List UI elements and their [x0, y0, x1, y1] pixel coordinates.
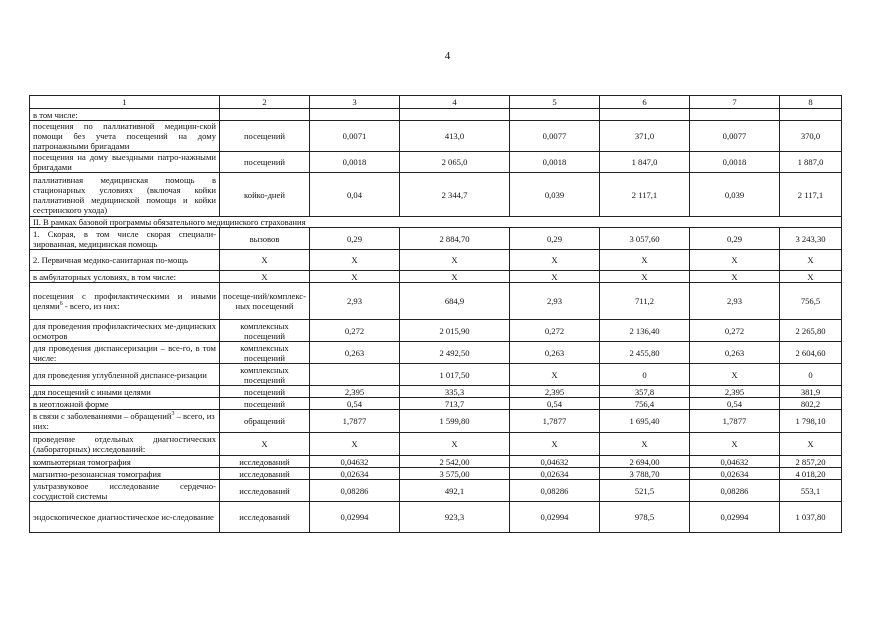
value-cell: X: [600, 271, 690, 283]
row-label: [30, 468, 220, 480]
value-cell: 0,54: [690, 398, 780, 410]
footnote-marker: 3: [171, 411, 175, 418]
row-label-text: в неотложной форме: [33, 398, 109, 409]
row-label-suffix: – всего, из них:: [33, 411, 215, 431]
value-cell: 0,0077: [510, 121, 600, 152]
value-cell: 0,02634: [690, 468, 780, 480]
value-cell: 0,08286: [310, 480, 400, 502]
value-cell: 0: [780, 364, 842, 386]
row-label: [30, 228, 220, 250]
row-label-text: компьютерная томография: [33, 456, 131, 467]
value-cell: 0,02994: [310, 502, 400, 533]
row-label: [30, 342, 220, 364]
value-cell: 2,93: [690, 283, 780, 320]
unit-cell: [220, 109, 310, 121]
value-cell: 2 065,0: [400, 152, 510, 173]
value-cell: 381,9: [780, 386, 842, 398]
value-cell: X: [780, 433, 842, 456]
value-cell: X: [510, 271, 600, 283]
table-row: [30, 480, 842, 502]
unit-cell: X: [220, 271, 310, 283]
table-row: [30, 456, 842, 468]
table-row: [30, 283, 842, 320]
row-label: [30, 250, 220, 271]
unit-cell: койко-дней: [220, 173, 310, 217]
value-cell: 1 599,80: [400, 410, 510, 433]
row-label: [30, 121, 220, 152]
row-label-text: для посещений с иными целями: [33, 386, 151, 397]
row-label: [30, 410, 220, 433]
table-row: [30, 121, 842, 152]
value-cell: X: [400, 271, 510, 283]
row-label: [30, 320, 220, 342]
row-label-text: в амбулаторных условиях, в том числе:: [33, 271, 177, 282]
value-cell: 0,02994: [510, 502, 600, 533]
value-cell: X: [510, 364, 600, 386]
value-cell: X: [690, 364, 780, 386]
unit-cell: посещений: [220, 386, 310, 398]
value-cell: 2,395: [690, 386, 780, 398]
value-cell: X: [780, 271, 842, 283]
row-label-text: для проведения профилактических ме-дицинских осмотров: [33, 320, 216, 341]
unit-cell: исследований: [220, 456, 310, 468]
value-cell: 2 604,60: [780, 342, 842, 364]
value-cell: 2 455,80: [600, 342, 690, 364]
value-cell: [310, 364, 400, 386]
row-label-text: для проведения диспансеризации – все-го, в том числе:: [33, 342, 216, 363]
value-cell: 0,272: [310, 320, 400, 342]
row-label-text: посещения на дому выездными патро-нажными бригадами: [33, 152, 216, 172]
row-label-text: паллиативная медицинская помощь в стационарных условиях (включая койки паллиативной медицинской помощи и койки сестринского ухода): [33, 174, 216, 215]
row-label-text: для проведения углубленной диспансе-ризации: [33, 369, 207, 380]
value-cell: 2 857,20: [780, 456, 842, 468]
value-cell: 2,93: [510, 283, 600, 320]
value-cell: X: [510, 433, 600, 456]
value-cell: 1 017,50: [400, 364, 510, 386]
value-cell: 0,0077: [690, 121, 780, 152]
row-label-text: проведение отдельных диагностических (лабораторных) исследований:: [33, 434, 216, 454]
value-cell: 1,7877: [310, 410, 400, 433]
unit-cell: X: [220, 433, 310, 456]
section-title: II. В рамках базовой программы обязательного медицинского страхования: [30, 217, 842, 228]
value-cell: 0,0071: [310, 121, 400, 152]
unit-cell: посещений: [220, 398, 310, 410]
value-cell: X: [310, 433, 400, 456]
value-cell: 0,29: [510, 228, 600, 250]
unit-cell: комплексных посещений: [220, 320, 310, 342]
table-row: [30, 152, 842, 173]
value-cell: 0,02634: [510, 468, 600, 480]
value-cell: 1,7877: [510, 410, 600, 433]
value-cell: 0,08286: [690, 480, 780, 502]
value-cell: 0,04632: [690, 456, 780, 468]
row-label-text: ультразвуковое исследование сердечно-сосудистой системы: [33, 480, 216, 501]
row-label: [30, 364, 220, 386]
header-cell: 3: [310, 96, 400, 109]
row-label: [30, 433, 220, 456]
unit-cell: X: [220, 250, 310, 271]
value-cell: 413,0: [400, 121, 510, 152]
value-cell: 923,3: [400, 502, 510, 533]
value-cell: 684,9: [400, 283, 510, 320]
value-cell: 0,54: [510, 398, 600, 410]
value-cell: 2,395: [510, 386, 600, 398]
value-cell: 0,0018: [690, 152, 780, 173]
value-cell: 335,3: [400, 386, 510, 398]
value-cell: 2,93: [310, 283, 400, 320]
table-row: [30, 228, 842, 250]
header-cell: 4: [400, 96, 510, 109]
table-row: [30, 271, 842, 283]
value-cell: 0,0018: [310, 152, 400, 173]
value-cell: 0,272: [690, 320, 780, 342]
value-cell: 357,8: [600, 386, 690, 398]
row-label-text: посещения по паллиативной медицин-ской помощи без учета посещений на дому патронажными бригадами: [33, 121, 216, 151]
table-row: [30, 433, 842, 456]
value-cell: [310, 109, 400, 121]
value-cell: 370,0: [780, 121, 842, 152]
row-label-text: эндоскопическое диагностическое ис-следование: [33, 512, 214, 522]
row-label-suffix: - всего, из них:: [62, 301, 120, 311]
value-cell: 2,395: [310, 386, 400, 398]
value-cell: [510, 109, 600, 121]
section-row: [30, 217, 842, 228]
header-cell: 7: [690, 96, 780, 109]
value-cell: 0,02634: [310, 468, 400, 480]
value-cell: 1 887,0: [780, 152, 842, 173]
page-number: 4: [444, 50, 451, 62]
value-cell: 4 018,20: [780, 468, 842, 480]
value-cell: X: [780, 250, 842, 271]
unit-cell: обращений: [220, 410, 310, 433]
value-cell: 1 695,40: [600, 410, 690, 433]
row-label: [30, 480, 220, 502]
table-row: [30, 320, 842, 342]
header-cell: 5: [510, 96, 600, 109]
row-label-text: магнитно-резонансная томография: [33, 468, 161, 479]
value-cell: 0,263: [690, 342, 780, 364]
value-cell: 1 847,0: [600, 152, 690, 173]
table-row: [30, 250, 842, 271]
value-cell: 0,02994: [690, 502, 780, 533]
value-cell: X: [600, 433, 690, 456]
row-label-text: в связи с заболеваниями – обращений: [33, 411, 172, 421]
value-cell: X: [310, 271, 400, 283]
value-cell: 2 542,00: [400, 456, 510, 468]
header-cell: 8: [780, 96, 842, 109]
value-cell: 802,2: [780, 398, 842, 410]
unit-cell: посещений: [220, 152, 310, 173]
value-cell: X: [600, 250, 690, 271]
value-cell: 3 575,00: [400, 468, 510, 480]
data-table: [29, 95, 842, 533]
unit-cell: исследований: [220, 468, 310, 480]
header-cell: 2: [220, 96, 310, 109]
value-cell: 713,7: [400, 398, 510, 410]
unit-cell: вызовов: [220, 228, 310, 250]
row-label-text: посещения с профилактическими и иными целями: [33, 291, 216, 311]
value-cell: 0,29: [690, 228, 780, 250]
table-row: [30, 364, 842, 386]
unit-cell: посеще-ний/комплекс-ных посещений: [220, 283, 310, 320]
value-cell: 2 265,80: [780, 320, 842, 342]
value-cell: X: [310, 250, 400, 271]
value-cell: 2 015,90: [400, 320, 510, 342]
value-cell: 0,039: [690, 173, 780, 217]
value-cell: 492,1: [400, 480, 510, 502]
value-cell: 3 788,70: [600, 468, 690, 480]
table-row: [30, 502, 842, 533]
value-cell: 1 798,10: [780, 410, 842, 433]
unit-cell: посещений: [220, 121, 310, 152]
value-cell: 2 694,00: [600, 456, 690, 468]
value-cell: [780, 109, 842, 121]
row-label-text: 1. Скорая, в том числе скорая специали-зированная, медицинская помощь: [33, 228, 216, 249]
unit-cell: исследований: [220, 502, 310, 533]
value-cell: 0,0018: [510, 152, 600, 173]
value-cell: 521,5: [600, 480, 690, 502]
value-cell: 756,5: [780, 283, 842, 320]
value-cell: X: [690, 433, 780, 456]
footnote-marker: 6: [59, 301, 63, 308]
value-cell: 0: [600, 364, 690, 386]
header-cell: 6: [600, 96, 690, 109]
value-cell: 2 344,7: [400, 173, 510, 217]
row-label: [30, 173, 220, 217]
table-row: [30, 109, 842, 121]
value-cell: 711,2: [600, 283, 690, 320]
value-cell: 0,08286: [510, 480, 600, 502]
value-cell: 0,04632: [510, 456, 600, 468]
value-cell: 0,039: [510, 173, 600, 217]
table-row: [30, 173, 842, 217]
value-cell: 553,1: [780, 480, 842, 502]
value-cell: 1,7877: [690, 410, 780, 433]
value-cell: [400, 109, 510, 121]
row-label: [30, 502, 220, 533]
value-cell: 371,0: [600, 121, 690, 152]
value-cell: 3 243,30: [780, 228, 842, 250]
table-row: [30, 398, 842, 410]
table-row: [30, 342, 842, 364]
value-cell: 978,5: [600, 502, 690, 533]
unit-cell: комплексных посещений: [220, 342, 310, 364]
header-cell: 1: [30, 96, 220, 109]
value-cell: 0,263: [310, 342, 400, 364]
value-cell: 3 057,60: [600, 228, 690, 250]
row-label-text: в том числе:: [33, 109, 78, 120]
table-row: [30, 468, 842, 480]
row-label: [30, 271, 220, 283]
value-cell: X: [690, 250, 780, 271]
value-cell: X: [510, 250, 600, 271]
value-cell: 0,54: [310, 398, 400, 410]
value-cell: 2 117,1: [780, 173, 842, 217]
value-cell: 0,263: [510, 342, 600, 364]
value-cell: 2 492,50: [400, 342, 510, 364]
table-row: [30, 410, 842, 433]
row-label: [30, 152, 220, 173]
value-cell: 0,272: [510, 320, 600, 342]
row-label: [30, 109, 220, 121]
value-cell: [600, 109, 690, 121]
row-label: [30, 386, 220, 398]
value-cell: 0,04632: [310, 456, 400, 468]
row-label: [30, 456, 220, 468]
value-cell: 2 117,1: [600, 173, 690, 217]
value-cell: 0,29: [310, 228, 400, 250]
value-cell: 1 037,80: [780, 502, 842, 533]
value-cell: X: [690, 271, 780, 283]
unit-cell: комплексных посещений: [220, 364, 310, 386]
header-row: [30, 96, 842, 109]
value-cell: 2 884,70: [400, 228, 510, 250]
row-label-text: 2. Первичная медико-санитарная по-мощь: [33, 255, 188, 265]
row-label: [30, 283, 220, 320]
value-cell: [690, 109, 780, 121]
value-cell: 756,4: [600, 398, 690, 410]
table-row: [30, 386, 842, 398]
value-cell: X: [400, 433, 510, 456]
value-cell: 2 136,40: [600, 320, 690, 342]
value-cell: X: [400, 250, 510, 271]
value-cell: 0,04: [310, 173, 400, 217]
unit-cell: исследований: [220, 480, 310, 502]
row-label: [30, 398, 220, 410]
